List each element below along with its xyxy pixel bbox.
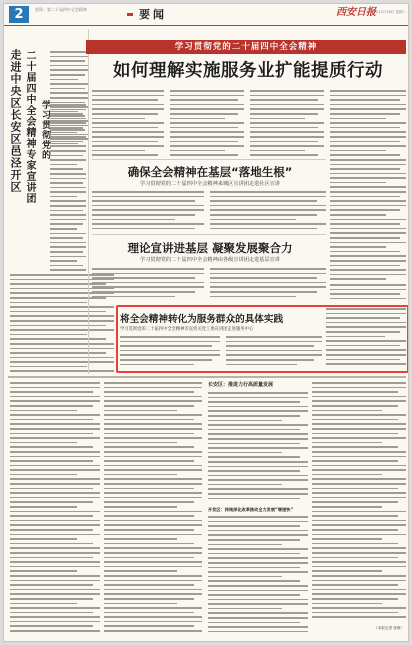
article-3-deck: 学习贯彻党的二十届四中全会精神由各级宣讲团走进基层宣讲 bbox=[139, 257, 281, 263]
main-headline: 如何理解实施服务业扩能提质行动 bbox=[113, 61, 383, 81]
special-topic-banner bbox=[86, 40, 406, 54]
article-4-deck: 学习贯彻党的二十届四中全会精神市直机关党工委宣讲团走进服务中心 bbox=[120, 327, 254, 332]
article-2-text-col1 bbox=[92, 191, 204, 233]
article-3-text-col3 bbox=[330, 284, 406, 304]
column-title-1: 走进中央区长安区邑泾开区 bbox=[9, 49, 22, 193]
lower-headline-b: 开发区：持续深化改革推动全力发展“增速快” bbox=[208, 507, 294, 512]
header-meta: 要闻 · 第二十届四中全会精神 bbox=[35, 7, 87, 12]
main-article-text-col2 bbox=[170, 90, 244, 158]
article-2-headline: 确保全会精神在基层“落地生根” bbox=[127, 165, 293, 179]
lower-text-col2 bbox=[104, 382, 202, 632]
lower-text-col5 bbox=[208, 516, 308, 634]
section-divider bbox=[92, 234, 326, 235]
article-2-deck: 学习贯彻党的二十届四中全会精神来城区宣讲团走进社区宣讲 bbox=[139, 181, 281, 187]
article-byline: （本报记者 张海） bbox=[374, 626, 404, 630]
main-article-text-col4 bbox=[330, 90, 406, 280]
article-3-text-col1 bbox=[92, 268, 204, 302]
column-kicker: 学习贯彻党的 bbox=[40, 100, 50, 160]
main-article-text-col1 bbox=[92, 90, 164, 158]
lower-text-col4 bbox=[312, 382, 406, 622]
article-4-text-col3 bbox=[326, 308, 406, 370]
lower-headline-a: 长安区：推进力行高质量发展 bbox=[208, 382, 274, 388]
issue-date: 2025年11月18日 星期二 bbox=[366, 10, 406, 14]
section-divider bbox=[92, 159, 326, 160]
lower-section-divider bbox=[8, 376, 406, 378]
article-3-headline: 理论宣讲进基层 凝聚发展聚合力 bbox=[127, 241, 293, 255]
newspaper-page bbox=[3, 3, 409, 642]
article-2-text-col2 bbox=[210, 191, 326, 233]
article-3-text-col2 bbox=[210, 268, 326, 302]
article-4-headline: 将全会精神转化为服务群众的具体实践 bbox=[120, 314, 284, 325]
article-4-text-col2 bbox=[226, 336, 322, 370]
column-body-text bbox=[50, 104, 86, 272]
page-header bbox=[4, 4, 409, 26]
page-number: 2 bbox=[9, 6, 29, 23]
lower-text-col1 bbox=[10, 382, 100, 632]
main-article-text-col3 bbox=[250, 90, 324, 158]
lower-text-col3 bbox=[208, 392, 308, 502]
banner-label: 学习贯彻党的二十届四中全会精神 bbox=[174, 42, 318, 52]
column-title-2: 二十届四中全会精神专家宣讲团 bbox=[24, 50, 35, 204]
newspaper-logo: 西安日报 bbox=[336, 7, 376, 18]
section-name: 要闻 bbox=[139, 8, 167, 21]
column-divider bbox=[88, 29, 89, 374]
article-4-text-col1 bbox=[120, 336, 220, 370]
